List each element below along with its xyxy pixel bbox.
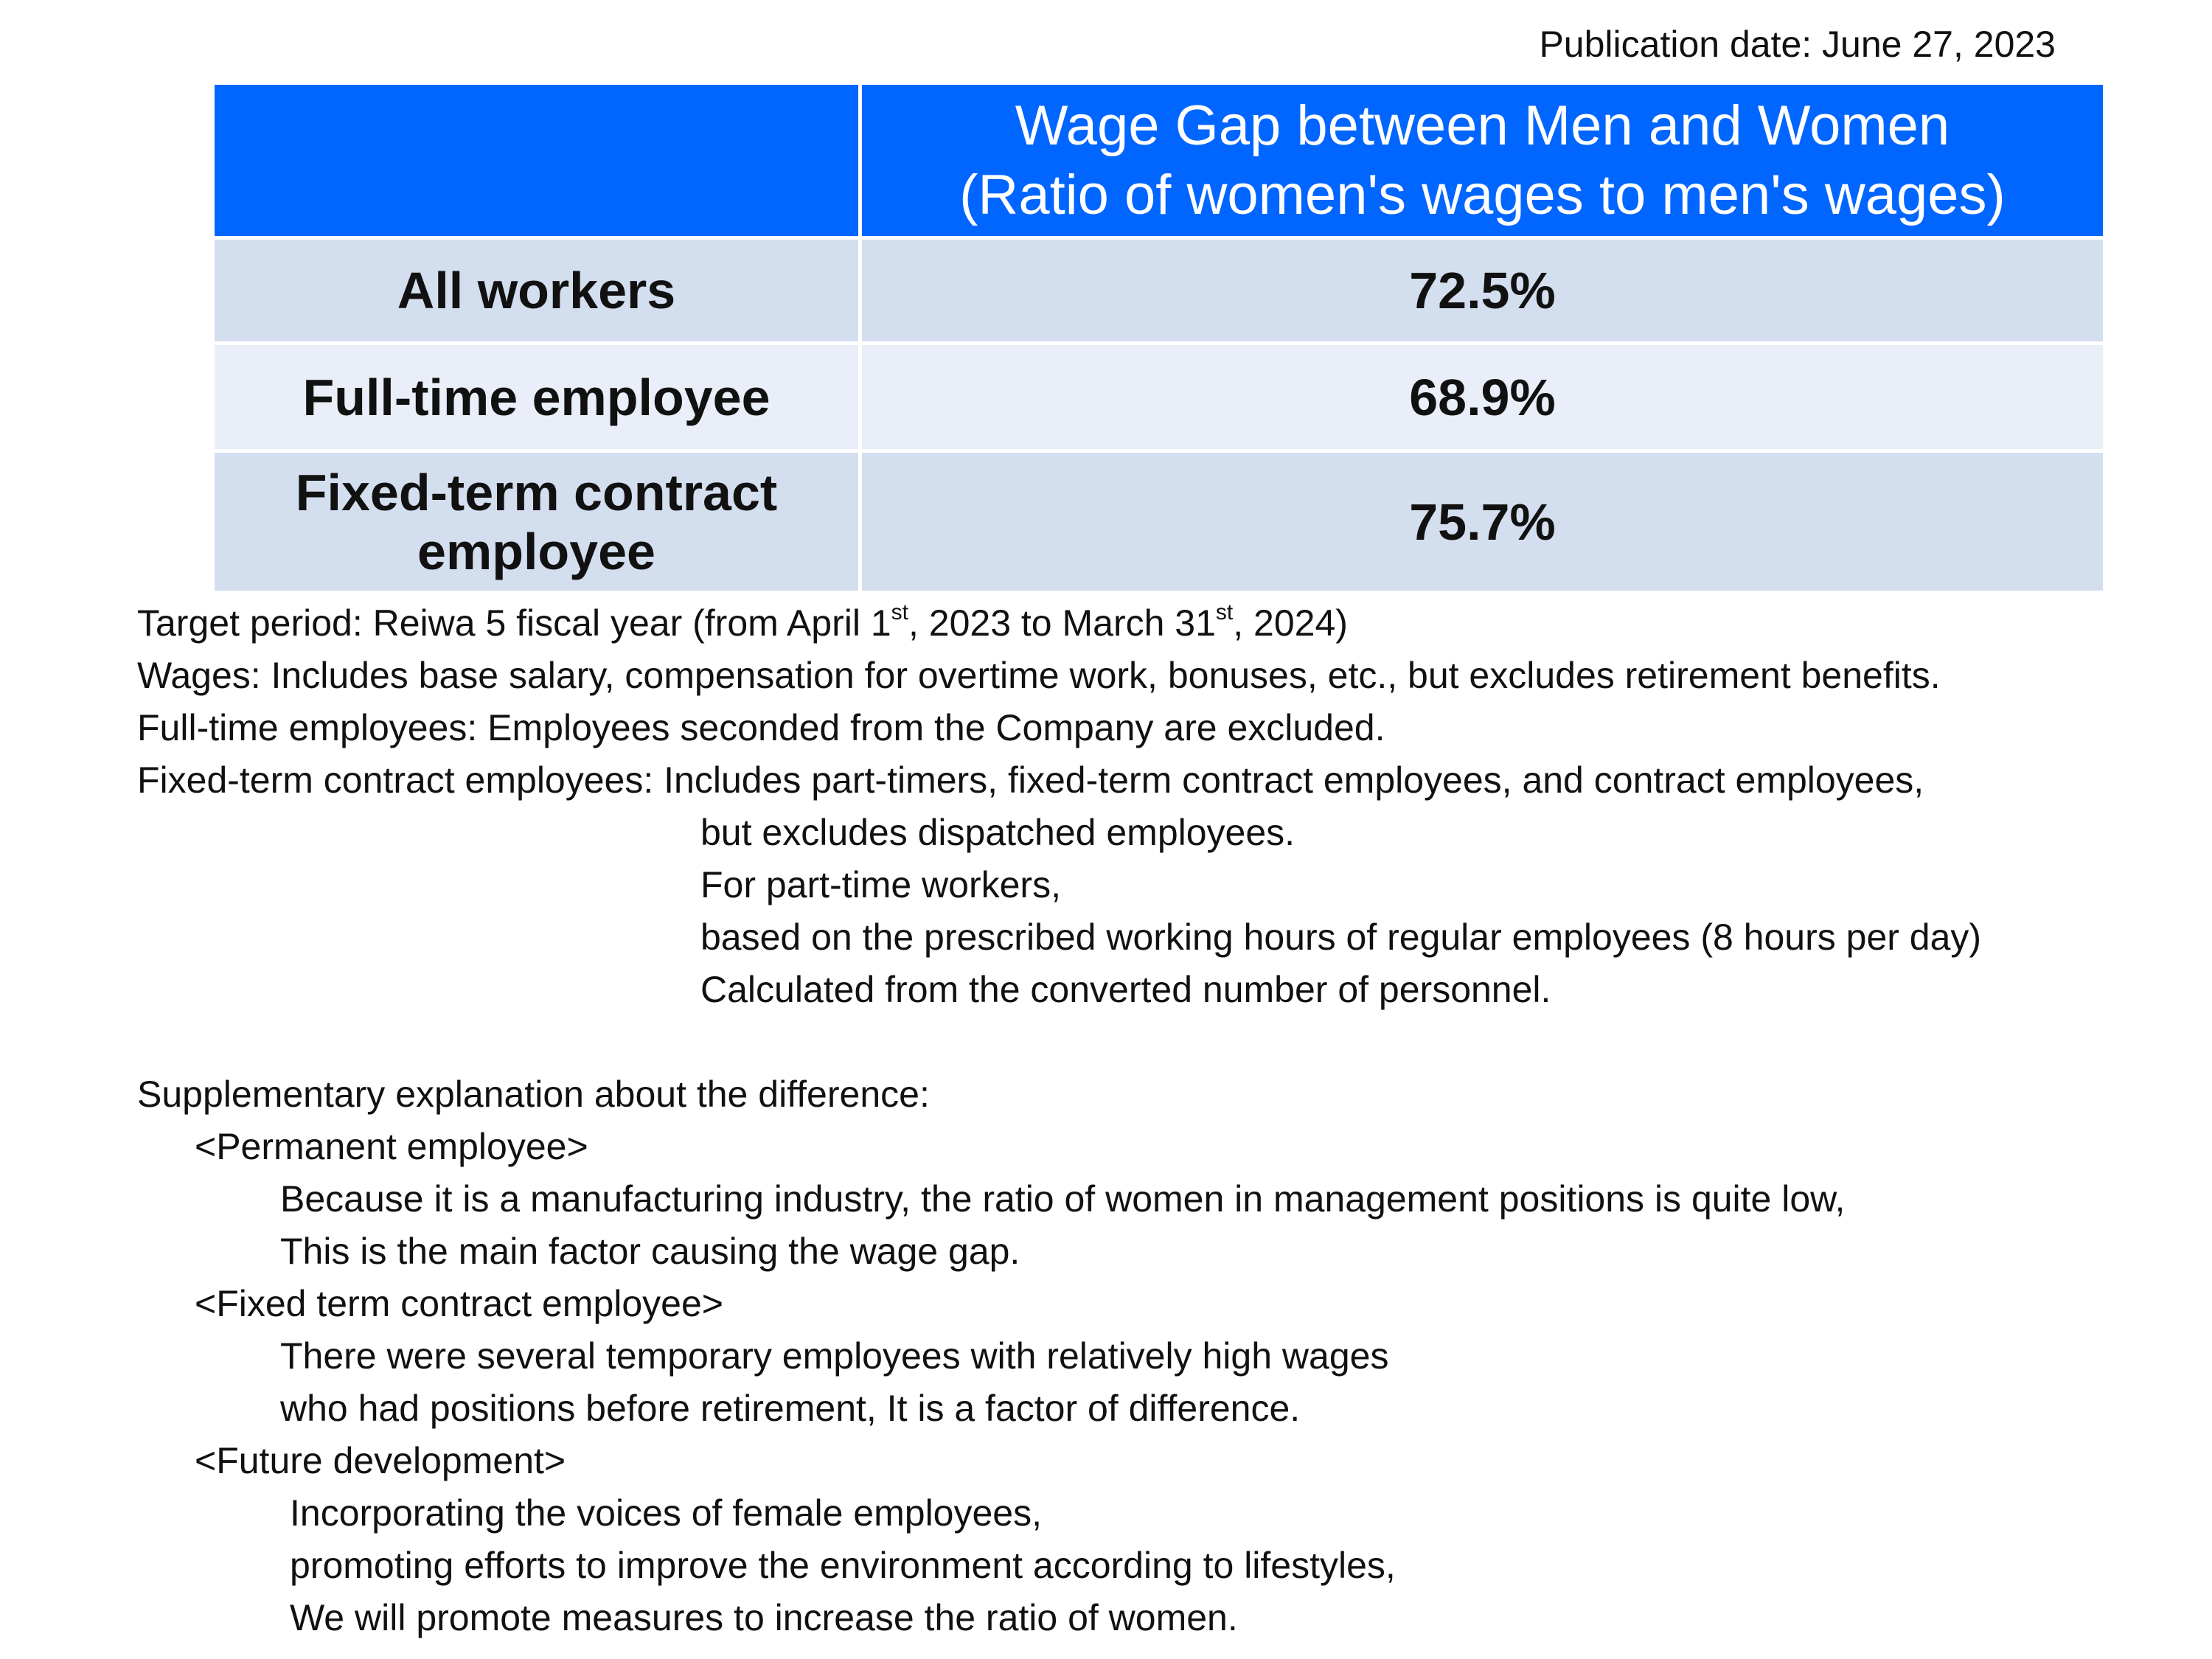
header-title-line2: (Ratio of women's wages to men's wages)	[959, 163, 2006, 226]
permanent-employee-line: This is the main factor causing the wage gap.	[280, 1231, 1020, 1272]
fixed-term-line: There were several temporary employees with relatively high wages	[280, 1335, 1389, 1377]
note-target-period-sup1: st	[891, 600, 908, 625]
row-label-all-workers: All workers	[213, 238, 860, 344]
row-label-full-time: Full-time employee	[213, 344, 860, 451]
row-value-full-time: 68.9%	[860, 344, 2105, 451]
note-target-period-part3: , 2024)	[1233, 602, 1348, 644]
row-label-fixed-term	[213, 451, 860, 593]
note-full-time: Full-time employees: Employees seconded from the Company are excluded.	[137, 707, 1385, 748]
note-fixed-term-line: Fixed-term contract employees: Includes part-timers, fixed-term contract employees, and contract employees,	[137, 759, 1924, 801]
permanent-employee-line: Because it is a manufacturing industry, the ratio of women in management positions is quite low,	[280, 1178, 1846, 1220]
header-title-line1: Wage Gap between Men and Women	[1015, 94, 1950, 157]
wage-gap-table	[211, 81, 2107, 594]
header-empty-cell	[213, 83, 860, 238]
row-label-fixed-term-line2: employee	[417, 522, 655, 580]
table-row	[213, 238, 2105, 344]
note-fixed-term-line: but excludes dispatched employees.	[700, 812, 1295, 853]
row-value-fixed-term: 75.7%	[860, 451, 2105, 593]
note-target-period-sup2: st	[1215, 600, 1234, 625]
note-fixed-term-line: based on the prescribed working hours of regular employees (8 hours per day)	[700, 917, 1982, 958]
row-label-fixed-term-line1: Fixed-term contract	[295, 463, 778, 521]
supplementary-heading: Supplementary explanation about the difference:	[137, 1074, 930, 1115]
fixed-term-line: who had positions before retirement, It is a factor of difference.	[280, 1388, 1301, 1429]
note-wages: Wages: Includes base salary, compensation for overtime work, bonuses, etc., but excludes retirement benefits.	[137, 655, 1941, 696]
table-row	[213, 344, 2105, 451]
notes-section	[137, 597, 1981, 1644]
future-development-line: promoting efforts to improve the environment according to lifestyles,	[290, 1545, 1396, 1586]
note-target-period-part2: , 2023 to March 31	[908, 602, 1216, 644]
future-development-title: <Future development>	[195, 1440, 566, 1481]
table-header-row	[213, 83, 2105, 238]
header-title-cell	[860, 83, 2105, 238]
future-development-line: We will promote measures to increase the ratio of women.	[290, 1597, 1238, 1638]
note-target-period-part1: Target period: Reiwa 5 fiscal year (from April 1	[137, 602, 891, 644]
permanent-employee-title: <Permanent employee>	[195, 1126, 588, 1167]
note-target-period	[137, 597, 1981, 650]
note-fixed-term-line: Calculated from the converted number of personnel.	[700, 969, 1551, 1010]
table-row	[213, 451, 2105, 593]
note-fixed-term-line: For part-time workers,	[700, 864, 1061, 905]
fixed-term-title: <Fixed term contract employee>	[195, 1283, 723, 1324]
spacer	[137, 1016, 1981, 1068]
future-development-line: Incorporating the voices of female employees,	[290, 1492, 1042, 1534]
row-value-all-workers: 72.5%	[860, 238, 2105, 344]
publication-date: Publication date: June 27, 2023	[1539, 24, 2056, 65]
